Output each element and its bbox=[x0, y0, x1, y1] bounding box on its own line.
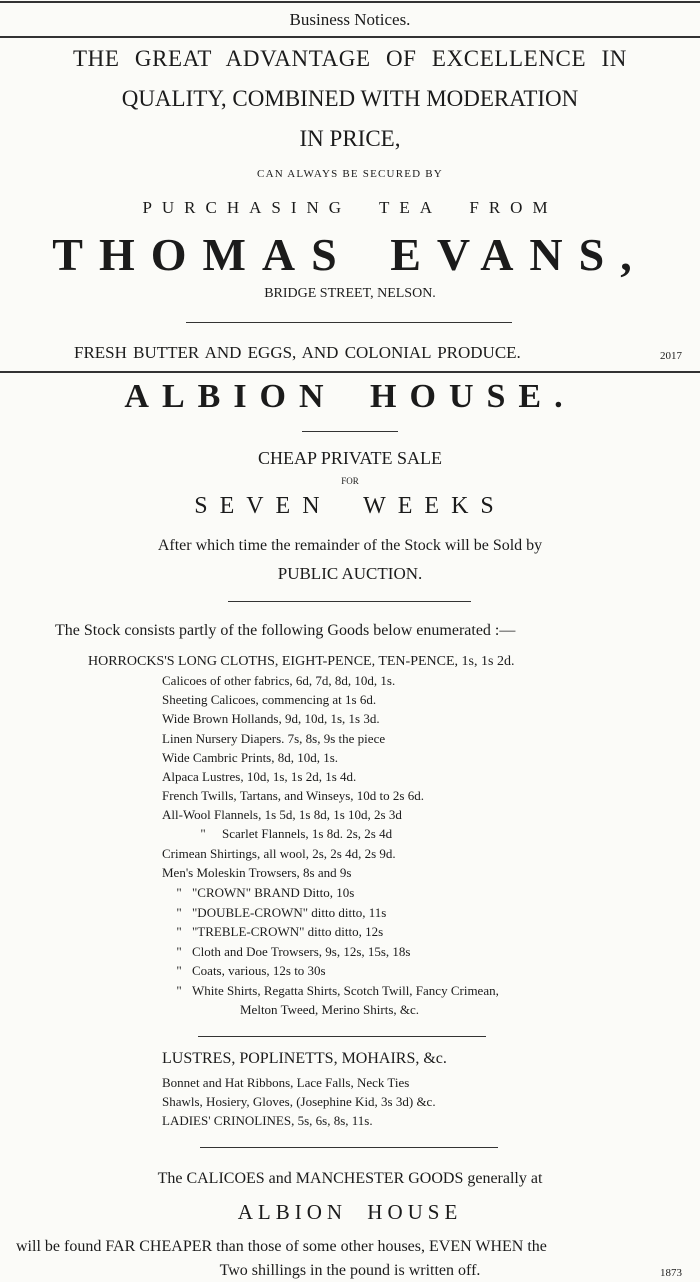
stock-item: Sheeting Calicoes, commencing at 1s 6d. bbox=[162, 692, 377, 707]
stock-item: Calicoes of other fabrics, 6d, 7d, 8d, 10d, 1s. bbox=[162, 673, 396, 688]
stock-item: Shawls, Hosiery, Gloves, (Josephine Kid, 3s 3d) &c. bbox=[162, 1094, 436, 1109]
ditto-mark: " bbox=[176, 963, 182, 978]
stock-item: Bonnet and Hat Ribbons, Lace Falls, Neck Ties bbox=[162, 1075, 410, 1090]
ad1-headline-3: IN PRICE, bbox=[299, 126, 401, 151]
stock-sub-item bbox=[166, 983, 499, 999]
stock-item-text: Cloth and Doe Trowsers, 9s, 12s, 15s, 18s bbox=[192, 944, 411, 959]
stock-item: Wide Brown Hollands, 9d, 10d, 1s, 1s 3d. bbox=[162, 711, 380, 726]
stock-item-ditto bbox=[190, 826, 392, 842]
sale-duration: SEVEN WEEKS bbox=[194, 493, 506, 519]
stock-item: Alpaca Lustres, 10d, 1s, 1s 2d, 1s 4d. bbox=[162, 769, 357, 784]
stock-item: Men's Moleskin Trowsers, 8s and 9s bbox=[162, 865, 352, 880]
stock-item-text: "DOUBLE-CROWN" ditto ditto, 11s bbox=[192, 905, 387, 920]
ad1-headline-2: QUALITY, COMBINED WITH MODERATION bbox=[121, 86, 579, 111]
stock-intro: The Stock consists partly of the following Goods below enumerated :— bbox=[55, 622, 516, 639]
closing-shillings: Two shillings in the pound is written off. bbox=[219, 1262, 481, 1279]
top-border bbox=[0, 1, 700, 3]
ditto-mark: " bbox=[200, 826, 206, 841]
sale-auction: PUBLIC AUCTION. bbox=[277, 564, 423, 583]
ad1-purchasing: PURCHASING TEA FROM bbox=[142, 198, 558, 217]
merchant-address: BRIDGE STREET, NELSON. bbox=[264, 286, 436, 301]
stock-item: French Twills, Tartans, and Winseys, 10d to 2s 6d. bbox=[162, 788, 424, 803]
stock-item-text: White Shirts, Regatta Shirts, Scotch Twill, Fancy Crimean, bbox=[192, 983, 499, 998]
stock-sub-item bbox=[166, 944, 411, 960]
stock-item-text: "CROWN" BRAND Ditto, 10s bbox=[192, 885, 355, 900]
ditto-mark: " bbox=[176, 885, 182, 900]
ad1-ref-number: 2017 bbox=[660, 350, 682, 362]
ad1-headline-1: THE GREAT ADVANTAGE OF EXCELLENCE IN bbox=[73, 46, 627, 71]
ad2-ref-number: 1873 bbox=[660, 1267, 682, 1279]
ditto-mark: " bbox=[176, 905, 182, 920]
stock-item: All-Wool Flannels, 1s 5d, 1s 8d, 1s 10d, 2s 3d bbox=[162, 807, 402, 822]
stock-item: LADIES' CRINOLINES, 5s, 6s, 8s, 11s. bbox=[162, 1113, 373, 1128]
ad-separator bbox=[0, 371, 700, 373]
ad1-secured-by: CAN ALWAYS BE SECURED BY bbox=[257, 168, 443, 180]
ad2-divider-2 bbox=[228, 601, 471, 602]
ditto-mark: " bbox=[176, 983, 182, 998]
sale-for: FOR bbox=[341, 476, 359, 486]
ditto-mark: " bbox=[176, 944, 182, 959]
stock-sub-item bbox=[166, 905, 386, 921]
stock-item: Crimean Shirtings, all wool, 2s, 2s 4d, 2s 9d. bbox=[162, 846, 396, 861]
stock-lead-item: HORROCKS'S LONG CLOTHS, EIGHT-PENCE, TEN-PENCE, 1s, 1s 2d. bbox=[88, 654, 515, 669]
stock-sub-item bbox=[166, 924, 383, 940]
merchant-name: THOMAS EVANS, bbox=[52, 229, 648, 280]
ditto-mark: " bbox=[176, 924, 182, 939]
stock-sub-item bbox=[166, 885, 354, 901]
stock-item-text: Coats, various, 12s to 30s bbox=[192, 963, 326, 978]
ad2-divider-4 bbox=[200, 1147, 498, 1148]
stock-sub-item-cont: Melton Tweed, Merino Shirts, &c. bbox=[240, 1002, 420, 1017]
ad1-produce: FRESH BUTTER AND EGGS, AND COLONIAL PRODUCE. bbox=[74, 343, 521, 362]
store-name: ALBION HOUSE. bbox=[124, 378, 576, 415]
closing-calicoes: The CALICOES and MANCHESTER GOODS generally at bbox=[157, 1170, 543, 1187]
header-rule bbox=[0, 36, 700, 38]
sale-after: After which time the remainder of the Stock will be Sold by bbox=[157, 537, 543, 554]
closing-cheaper: will be found FAR CHEAPER than those of some other houses, EVEN WHEN the bbox=[16, 1238, 547, 1255]
stock-sub-item bbox=[166, 963, 326, 979]
stock-item: Linen Nursery Diapers. 7s, 8s, 9s the piece bbox=[162, 731, 386, 746]
ad2-divider-1 bbox=[302, 431, 398, 432]
closing-store-name: ALBION HOUSE bbox=[237, 1200, 463, 1224]
sale-headline: CHEAP PRIVATE SALE bbox=[257, 448, 443, 468]
section-header: Business Notices. bbox=[289, 10, 411, 29]
lustres-heading: LUSTRES, POPLINETTS, MOHAIRS, &c. bbox=[162, 1050, 447, 1067]
stock-item: Wide Cambric Prints, 8d, 10d, 1s. bbox=[162, 750, 339, 765]
ad2-divider-3 bbox=[198, 1036, 486, 1037]
stock-item-text: Scarlet Flannels, 1s 8d. 2s, 2s 4d bbox=[222, 826, 393, 841]
ad1-divider bbox=[186, 322, 512, 323]
stock-item-text: "TREBLE-CROWN" ditto ditto, 12s bbox=[192, 924, 384, 939]
